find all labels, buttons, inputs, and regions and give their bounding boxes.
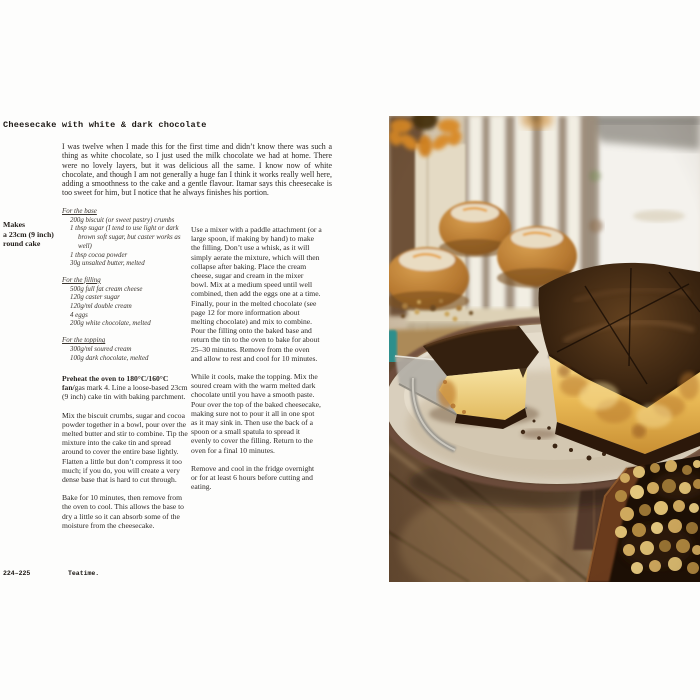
method-paragraph: Remove and cool in the fridge overnight or for at least 6 hours before cutting and eating.: [191, 463, 315, 492]
cheesecake-photo-illustration: [389, 116, 700, 582]
yield-note: [3, 220, 63, 249]
ingredient-heading: For the base: [62, 208, 97, 215]
photo-cheesecake-on-stand: [389, 116, 700, 582]
method-paragraph: Mix the biscuit crumbs, sugar and cocoa powder together in a bowl, pour over the melted butter and stir to combine. Tip the mixture into the cake tin and spread around to cover the entire base lightly. Flatten a little but don’t compress it too much; if you do, you will create a very dense base that is hard to cut through.: [62, 410, 188, 485]
yield-line: Makes: [3, 220, 26, 229]
ingredient-item: 200g white chocolate, melted: [70, 320, 151, 328]
ingredient-section-filling: [62, 277, 191, 329]
ingredient-item: 300g/ml soured cream: [70, 345, 132, 353]
ingredient-item: 100g dark chocolate, melted: [70, 354, 149, 362]
method-paragraph: Bake for 10 minutes, then remove from the oven to cool. This allows the base to dry a little so it can absorb some of the moisture from the cheesecake.: [62, 493, 184, 530]
method-paragraph: While it cools, make the topping. Mix the soured cream with the warm melted dark chocolate until you have a smooth paste. Pour over the top of the baked cheesecake, making sure not to pour it all in one spot as it may sink in. Then use the back of a spoon or a small spatula to spread it evenly to cover the filling. Return to the oven for a final 10 minutes.: [191, 372, 321, 455]
method-paragraph: Use a mixer with a paddle attachment (or a large spoon, if making by hand) to make the filling. Don’t use a whisk, as it will simply aerate the mixture, which will then collapse after baking. Place the cream cheese, sugar and cream in the mixer bowl. Mix at a medium speed until well combined, then add the eggs one at a time. Finally, pour in the melted chocolate (see page 12 for more information about melting chocolate) and mix to combine. Pour the filling onto the baked base and return the tin to the oven to bake for about 25–30 minutes. Remove from the oven and allow to rest and cool for 10 minutes.: [191, 225, 322, 363]
ingredients-list: [62, 208, 191, 371]
ingredient-section-base: [62, 208, 191, 269]
ingredient-item: 120g caster sugar: [70, 294, 120, 302]
ingredient-heading: For the filling: [62, 276, 101, 284]
vignette-overlay: [389, 116, 700, 582]
ingredient-item: 4 eggs: [70, 311, 88, 319]
method-column-1: [62, 374, 189, 539]
method-paragraph: Preheat the oven to 180°C/160°C fan/gas mark 4. Line a loose-based 23cm (9 inch) cake tin with baking parchment.: [62, 374, 188, 402]
yield-line: round cake: [3, 239, 41, 249]
ingredient-item: 200g biscuit (or sweet pastry) crumbs: [70, 216, 175, 224]
ingredient-section-topping: [62, 337, 191, 363]
ingredient-item: 30g unsalted butter, melted: [70, 260, 145, 268]
ingredient-heading: For the topping: [62, 337, 106, 345]
recipe-intro: I was twelve when I made this for the first time and didn’t know there was such a thing as white chocolate, so I just used the milk chocolate we had at home. There were no lovely layers, but it was delicious all the same. I know now of white chocolate, and though I am not generally a huge fan I think it works really well here, adding a smoothness to the cake and a gentle flavour. Itamar says this cheesecake is too sweet for him, but I notice that he always finishes his portion.: [62, 142, 332, 198]
ingredient-item: 1 tbsp sugar (I tend to use light or dark brown soft sugar, but caster works as well): [70, 225, 181, 250]
ingredient-item: 1 tbsp cocoa powder: [70, 251, 128, 259]
recipe-title: Cheesecake with white & dark chocolate: [3, 120, 207, 130]
method-column-2: [191, 225, 322, 500]
ingredient-item: 500g full fat cream cheese: [70, 285, 143, 293]
ingredient-item: 120g/ml double cream: [70, 303, 132, 311]
method-bold-lead: Preheat the oven to 180°C/160°C fan/: [62, 374, 169, 393]
yield-line: a 23cm (9 inch): [3, 229, 54, 239]
section-name: Teatime.: [68, 570, 100, 577]
page-numbers: 224–225: [3, 570, 31, 577]
